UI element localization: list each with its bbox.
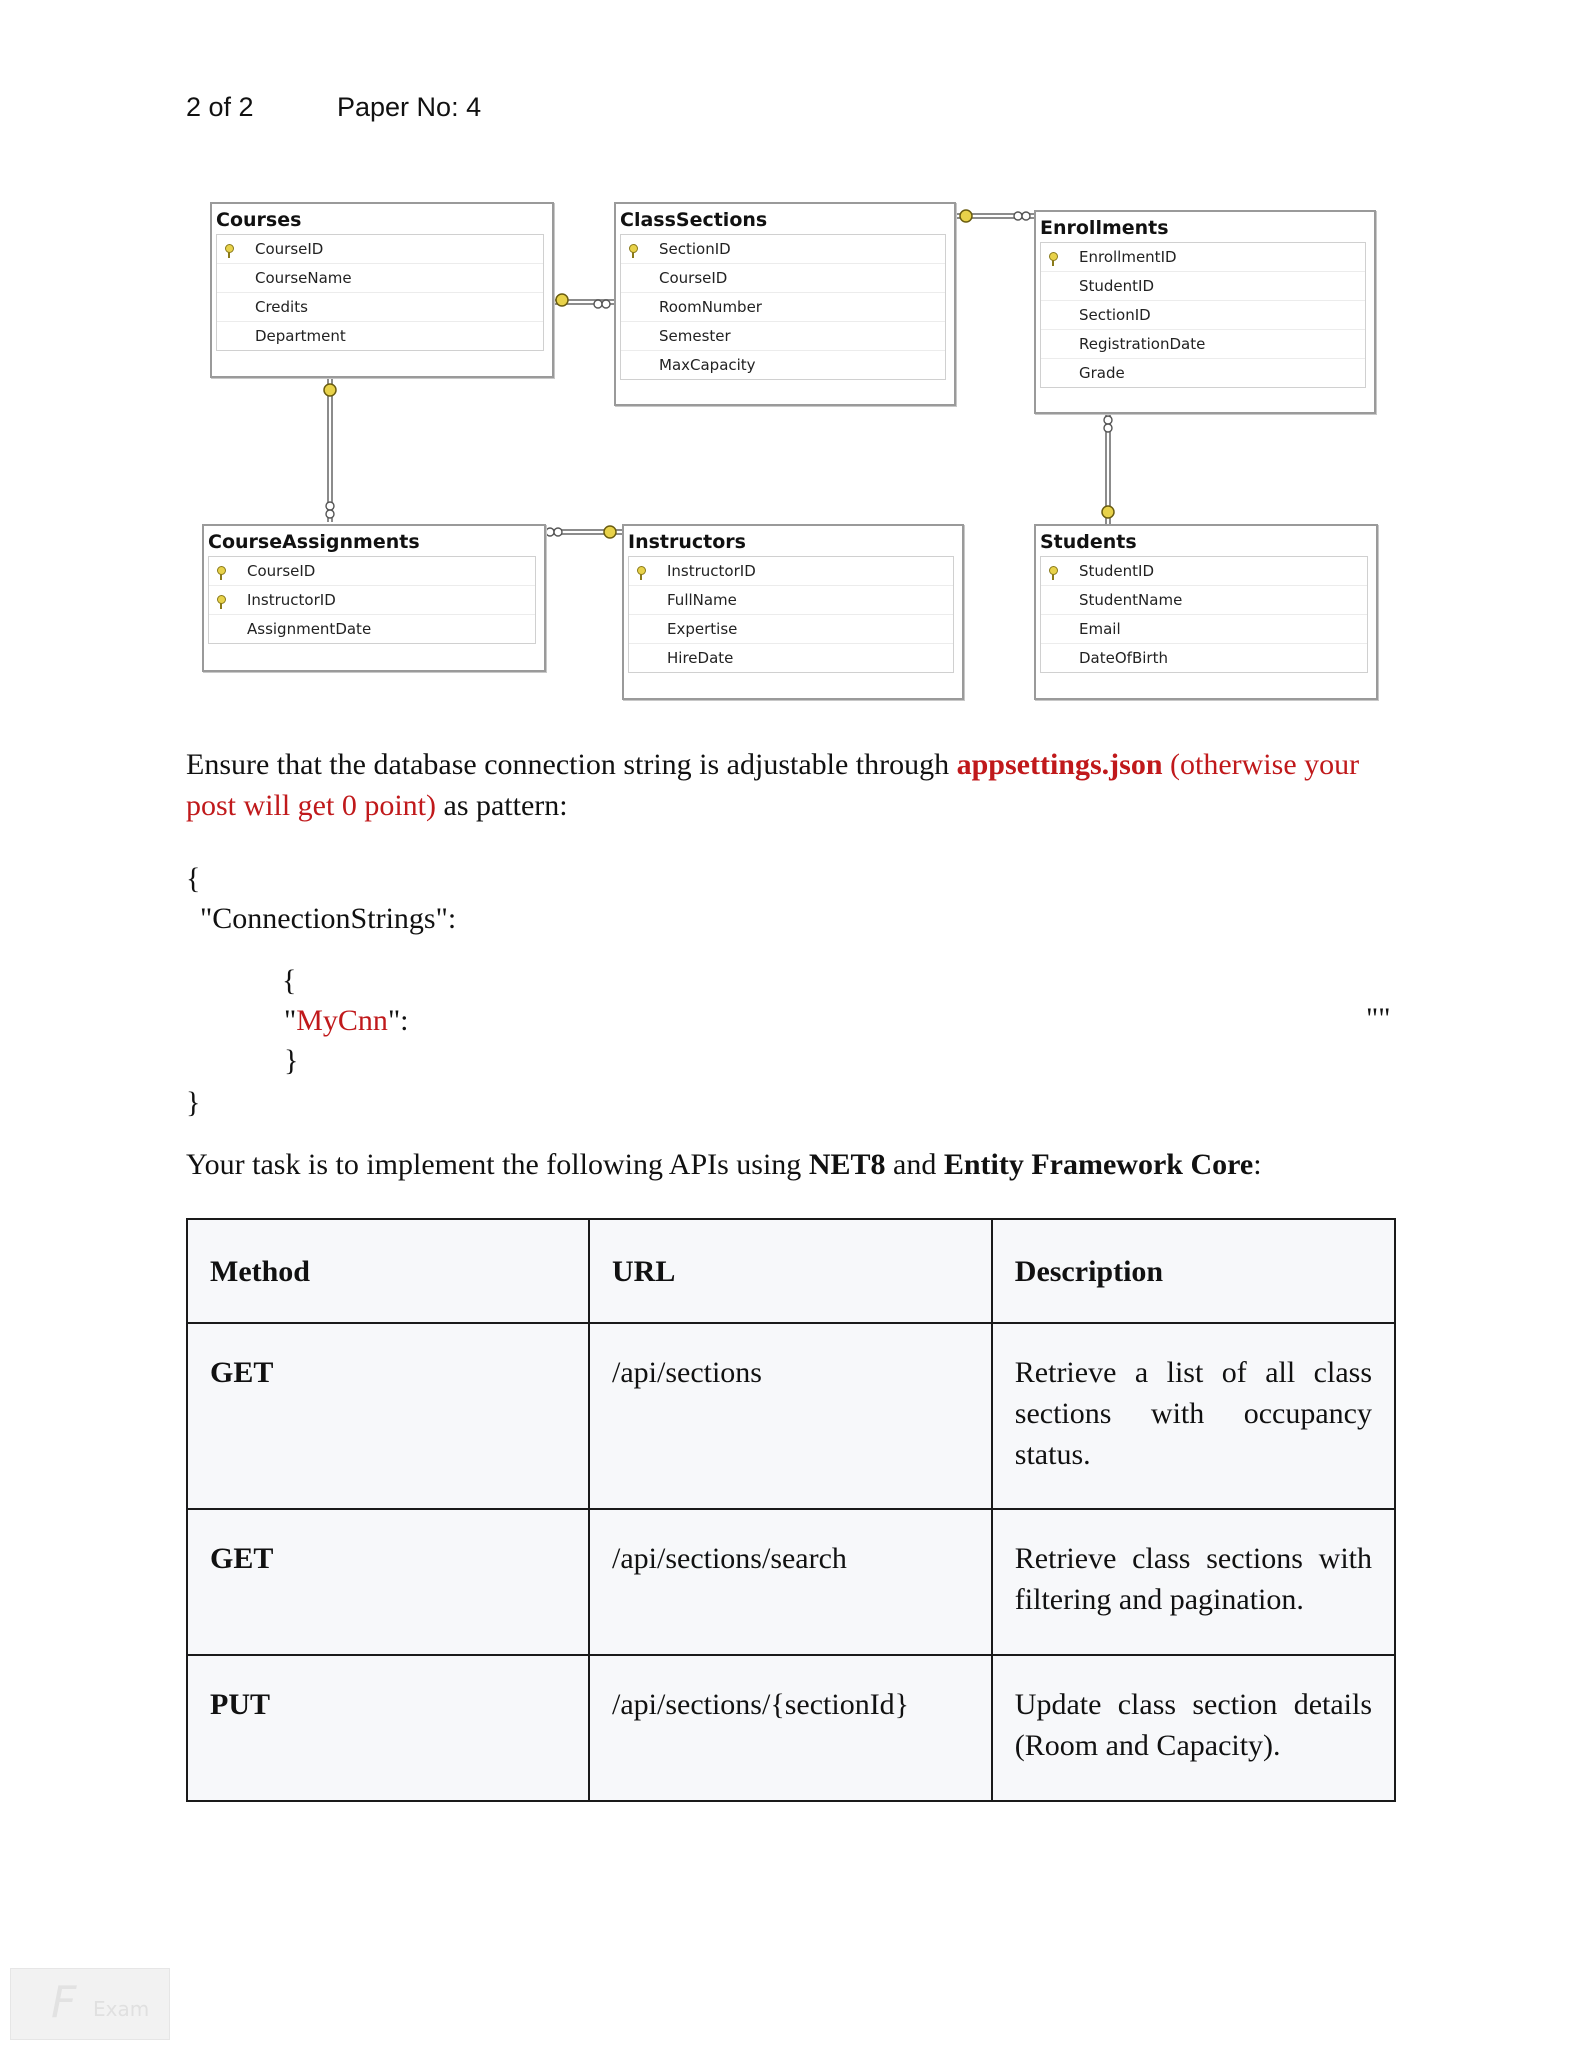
mycnn-key: MyCnn [296, 1004, 388, 1037]
primary-key-icon [217, 557, 226, 585]
column-row: StudentID [1041, 557, 1367, 586]
primary-key-icon [1049, 557, 1058, 585]
table-row [187, 1655, 1395, 1801]
column-row: Semester [621, 322, 945, 351]
column-row: HireDate [667, 649, 734, 667]
primary-key-icon [1049, 243, 1058, 271]
column-row: Department [255, 327, 346, 345]
table-row [187, 1323, 1395, 1509]
column-row: Grade [1079, 364, 1125, 382]
method-cell: PUT [187, 1655, 589, 1801]
api-table [186, 1218, 1396, 1802]
column-row: MaxCapacity [659, 356, 756, 374]
column-row: StudentID [1041, 272, 1365, 301]
table-classsections [614, 202, 956, 406]
column-row: DateOfBirth [1079, 649, 1168, 667]
net8-text: NET8 [808, 1148, 886, 1181]
column-row: SectionID [1041, 301, 1365, 330]
table-name: Students [1040, 531, 1137, 553]
table-name: ClassSections [620, 209, 768, 231]
code-mycnn-line: "MyCnn": [284, 1004, 409, 1037]
primary-key-icon [217, 586, 226, 614]
table-name: Courses [216, 209, 302, 231]
table-row [187, 1509, 1395, 1655]
column-row: CourseID [621, 264, 945, 293]
column-row: SectionID [621, 235, 945, 264]
table-enrollments [1034, 210, 1376, 414]
column-row: CourseID [217, 235, 543, 264]
table-name: Enrollments [1040, 217, 1169, 239]
appsettings-filename: appsettings.json [956, 748, 1163, 781]
url-cell: /api/sections/{sectionId} [589, 1655, 992, 1801]
table-courseassignments [202, 524, 546, 672]
ef-core-text: Entity Framework Core [943, 1148, 1254, 1181]
warning-text: (otherwise your post will get 0 point) [186, 748, 1360, 822]
column-row: CourseName [217, 264, 543, 293]
code-open-brace: { [186, 862, 201, 895]
table-students [1034, 524, 1378, 700]
code-empty-value: "" [1366, 1002, 1391, 1035]
column-row: RoomNumber [621, 293, 945, 322]
column-row: AssignmentDate [247, 620, 372, 638]
primary-key-icon [225, 235, 234, 263]
primary-key-icon [629, 235, 638, 263]
watermark-logo: F Exam [10, 1968, 170, 2040]
intro-paragraph: Ensure that the database connection string is adjustable through appsettings.json (otherwise your post will get 0 point) as pattern: [186, 748, 1360, 822]
column-row: EnrollmentID [1041, 243, 1365, 272]
table-instructors [622, 524, 964, 700]
url-cell: /api/sections [589, 1323, 992, 1509]
table-name: CourseAssignments [208, 531, 420, 553]
column-row: InstructorID [629, 557, 953, 586]
column-row: CourseID [209, 557, 535, 586]
url-cell: /api/sections/search [589, 1509, 992, 1655]
primary-key-icon [637, 557, 646, 585]
code-inner-close-brace: } [284, 1044, 299, 1077]
method-cell: GET [187, 1509, 589, 1655]
code-close-brace: } [186, 1086, 201, 1119]
column-row: RegistrationDate [1041, 330, 1365, 359]
header-url: URL [589, 1219, 992, 1323]
description-cell: Retrieve a list of all class sections with occupancy status. [992, 1323, 1395, 1509]
column-row: Email [1041, 615, 1367, 644]
table-name: Instructors [628, 531, 746, 553]
table-header-row [187, 1219, 1395, 1323]
code-connectionstrings-key: "ConnectionStrings": [200, 902, 457, 935]
page-number: 2 of 2 [186, 92, 254, 122]
task-paragraph: Your task is to implement the following APIs using NET8 and Entity Framework Core: [186, 1148, 1262, 1181]
column-row: FullName [629, 586, 953, 615]
description-cell: Update class section details (Room and Capacity). [992, 1655, 1395, 1801]
header-method: Method [187, 1219, 589, 1323]
paper-number: Paper No: 4 [337, 92, 482, 122]
code-inner-open-brace: { [282, 964, 297, 997]
description-cell: Retrieve class sections with filtering and pagination. [992, 1509, 1395, 1655]
column-row: InstructorID [209, 586, 535, 615]
header-description: Description [992, 1219, 1395, 1323]
column-row: Credits [217, 293, 543, 322]
table-courses [210, 202, 554, 378]
column-row: StudentName [1041, 586, 1367, 615]
column-row: Expertise [629, 615, 953, 644]
method-cell: GET [187, 1323, 589, 1509]
